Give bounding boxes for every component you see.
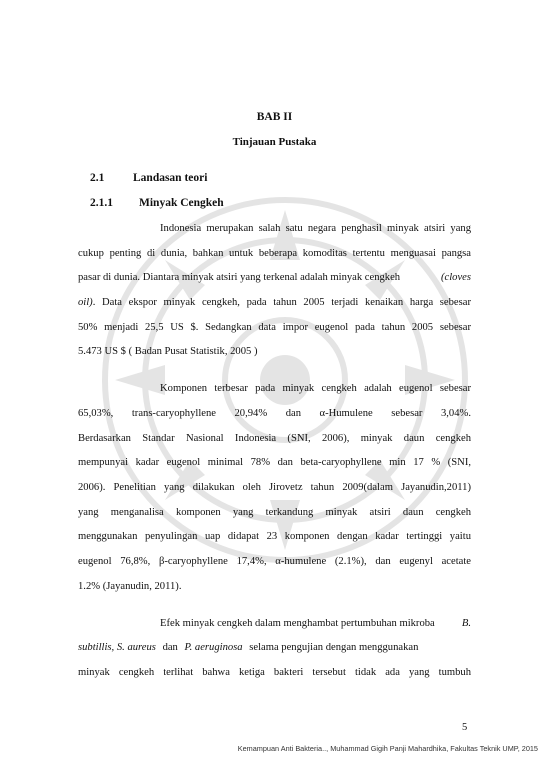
page-footer: Kemampuan Anti Bakteria.., Muhammad Gigih Panji Mahardhika, Fakultas Teknik UMP, 2015 <box>237 744 538 753</box>
text-span: pasar di dunia. Diantara minyak atsiri yang terkenal adalah minyak cengkeh <box>78 272 401 283</box>
paragraph-line: 65,03%, trans-caryophyllene 20,94% dan α-Humulene sebesar 3,04%. <box>78 408 471 419</box>
paragraph-line: cukup penting di dunia, bahkan untuk beberapa komoditas tertentu menguasai pangsa <box>78 248 471 259</box>
section-label: Landasan teori <box>133 172 208 184</box>
paragraph-line: Berdasarkan Standar Nasional Indonesia (SNI, 2006), minyak daun cengkeh <box>78 433 471 444</box>
paragraph-line: mempunyai kadar eugenol minimal 78% dan beta-caryophyllene min 17 % (SNI, <box>78 457 471 468</box>
paragraph-line: 5.473 US $ ( Badan Pusat Statistik, 2005 ) <box>78 346 258 357</box>
section-number: 2.1 <box>90 172 105 184</box>
paragraph-line: eugenol 76,8%, β-caryophyllene 17,4%, α-humulene (2.1%), dan eugenyl acetate <box>78 556 471 567</box>
chapter-heading: BAB II <box>256 111 293 123</box>
paragraph-line: Komponen terbesar pada minyak cengkeh adalah eugenol sebesar <box>160 383 471 394</box>
paragraph-line: yang menganalisa komponen yang terkandung minyak atsiri daun cengkeh <box>78 507 471 518</box>
paragraph-line: menggunakan penyulingan uap didapat 23 komponen dengan kadar tertinggi yaitu <box>78 531 471 542</box>
page-number: 5 <box>462 722 468 733</box>
paragraph-line: 1.2% (Jayanudin, 2011). <box>78 581 182 592</box>
text-span: dan <box>162 642 178 653</box>
paragraph-line: Indonesia merupakan salah satu negara penghasil minyak atsiri yang <box>160 223 471 234</box>
paragraph-line: 50% menjadi 25,5 US $. Sedangkan data impor eugenol pada tahun 2005 sebesar <box>78 322 471 333</box>
paragraph-line: 2006). Penelitian yang dilakukan oleh Jirovetz tahun 2009(dalam Jayanudin,2011) <box>78 482 471 493</box>
italic-term: B. <box>461 618 471 629</box>
text-span: . Data ekspor minyak cengkeh, pada tahun 2005 terjadi kenaikan harga sebesar <box>92 297 471 308</box>
italic-term: (cloves <box>441 272 471 283</box>
paragraph-line: minyak cengkeh terlihat bahwa ketiga bakteri tersebut tidak ada yang tumbuh <box>78 667 471 678</box>
paragraph-line <box>78 296 471 310</box>
paragraph-line <box>160 617 471 631</box>
paragraph-line <box>78 641 471 655</box>
text-span: Efek minyak cengkeh dalam menghambat pertumbuhan mikroba <box>160 618 435 629</box>
subsection-label: Minyak Cengkeh <box>139 197 224 209</box>
italic-term: P. aeruginosa <box>184 642 243 653</box>
chapter-title: Tinjauan Pustaka <box>232 136 317 148</box>
subsection-number: 2.1.1 <box>90 197 113 209</box>
italic-term: oil) <box>78 297 93 308</box>
paragraph-line <box>78 271 471 285</box>
text-span: selama pengujian dengan menggunakan <box>249 642 419 653</box>
italic-term: subtillis, S. aureus <box>78 642 156 653</box>
